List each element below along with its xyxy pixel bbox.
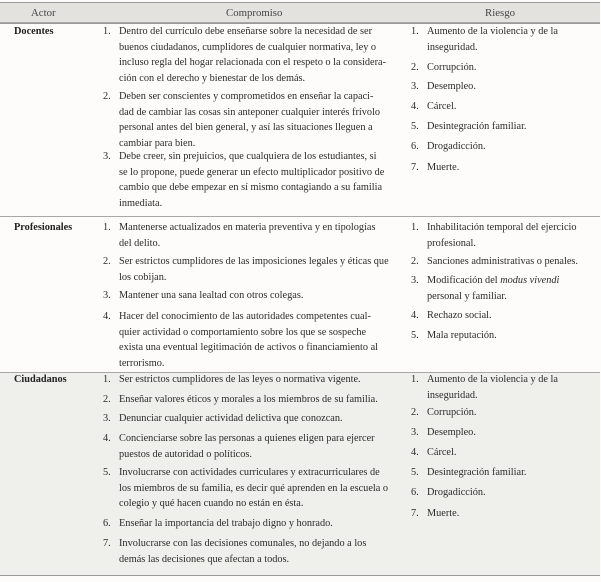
text-line: Desintegración familiar. [427, 121, 527, 132]
item-text [119, 536, 407, 567]
item-number: 7. [411, 508, 419, 519]
table-header [0, 2, 600, 24]
item-number: 4. [103, 311, 111, 322]
item-text [427, 485, 599, 501]
item-number: 3. [411, 81, 419, 92]
text-line: personal antes del bien general, y así las situaciones lleguen a [119, 122, 373, 133]
item-text [427, 79, 599, 95]
text-line: colegio y qué hacen cuando no están en ésta. [119, 498, 304, 509]
item-number: 4. [103, 433, 111, 444]
item-text [119, 431, 407, 462]
item-text [427, 254, 599, 270]
actor-name: Ciudadanos [14, 374, 67, 385]
text-line: Muerte. [427, 162, 460, 173]
text-line: buenos ciudadanos, cumplidores de cualquier normativa, ley o [119, 41, 377, 53]
text-line: Sanciones administrativas o penales. [427, 256, 578, 267]
text-line: Deben ser conscientes y comprometidos en enseñar la capaci- [119, 91, 374, 102]
item-number: 7. [103, 538, 111, 549]
actor-name: Docentes [14, 26, 54, 37]
text-line: Aumento de la violencia y de la [427, 26, 558, 37]
item-number: 1. [103, 26, 111, 37]
item-text [427, 328, 599, 344]
text-line: Inhabilitación temporal del ejercicio [427, 222, 577, 233]
text-line: incluso regla del hogar relacionada con el respeto o la considera- [119, 57, 387, 68]
text-line: Cárcel. [427, 447, 457, 458]
item-number: 2. [411, 62, 419, 73]
item-number: 5. [411, 467, 419, 478]
item-number: 1. [103, 222, 111, 233]
text-line: inmediata. [119, 197, 163, 209]
item-number: 6. [411, 141, 419, 152]
text-line: Ser estrictos cumplidores de las leyes o normativa vigente. [119, 374, 361, 385]
text-line: Enseñar la importancia del trabajo digno y honrado. [119, 518, 333, 529]
item-text [427, 273, 599, 304]
text-line: Desintegración familiar. [427, 467, 527, 478]
text-line: Involucrarse con actividades curriculares y extracurriculares de [119, 467, 380, 478]
item-text [427, 139, 599, 155]
item-number: 1. [411, 374, 419, 385]
text-line: Enseñar valores éticos y morales a los miembros de su familia. [119, 394, 378, 405]
item-number: 5. [103, 467, 111, 478]
item-number: 6. [411, 487, 419, 498]
item-text [427, 220, 599, 251]
item-number: 7. [411, 162, 419, 173]
item-text [427, 160, 599, 176]
text-line: Drogadicción. [427, 487, 486, 498]
text-line: del delito. [119, 237, 161, 249]
item-text [119, 24, 407, 86]
text-line: Concienciarse sobre las personas a quienes eligen para ejercer [119, 433, 375, 444]
item-text [427, 372, 599, 403]
text-line: los cobijan. [119, 271, 167, 283]
header-compromiso: Compromiso [226, 7, 283, 19]
item-number: 3. [103, 151, 111, 162]
item-number: 4. [411, 310, 419, 321]
item-number: 2. [103, 394, 111, 405]
item-text [119, 309, 407, 371]
text-line: Dentro del currículo debe enseñarse sobre la necesidad de ser [119, 26, 373, 37]
item-text [119, 89, 407, 151]
item-number: 1. [411, 26, 419, 37]
header-riesgo: Riesgo [485, 7, 515, 19]
text-line: terrorismo. [119, 357, 165, 369]
text-line: Drogadicción. [427, 141, 486, 152]
item-number: 2. [411, 407, 419, 418]
text-line: demás las decisiones que afectan a todos. [119, 553, 290, 565]
text-line: Involucrarse con las decisiones comunales, no dejando a los [119, 538, 367, 549]
text-line: los miembros de su familia, es decir qué aprenden en la escuela o [119, 482, 389, 494]
text-line: Denunciar cualquier actividad delictiva que conozcan. [119, 413, 343, 424]
text-line: cambio que debe empezar en sí mismo contagiando a su familia [119, 182, 383, 193]
item-number: 1. [411, 222, 419, 233]
text-line: Ser estrictos cumplidores de las imposiciones legales y éticas que [119, 256, 389, 267]
item-number: 3. [103, 290, 111, 301]
item-number: 3. [411, 427, 419, 438]
item-text [427, 24, 599, 55]
text-line: Muerte. [427, 508, 460, 519]
actor-name: Profesionales [14, 222, 73, 233]
text-line: Corrupción. [427, 62, 477, 73]
text-line: Mantenerse actualizados en materia preventiva y en tipologías [119, 222, 376, 233]
text-line: exista una eventual legitimación de activos o financiamiento al [119, 342, 379, 353]
item-text [119, 516, 407, 532]
text-line: profesional. [427, 237, 476, 249]
item-number: 3. [103, 413, 111, 424]
item-text [119, 411, 407, 427]
item-text [427, 506, 599, 522]
text-line: Desempleo. [427, 81, 476, 92]
text-line: Corrupción. [427, 407, 477, 418]
item-text [427, 465, 599, 481]
item-number: 6. [103, 518, 111, 529]
text-line: Mala reputación. [427, 330, 497, 341]
item-text [427, 99, 599, 115]
item-number: 2. [103, 91, 111, 102]
item-text [119, 254, 407, 285]
item-text [427, 425, 599, 441]
text-line: personal y familiar. [427, 290, 507, 302]
item-text [427, 60, 599, 76]
item-text [119, 288, 407, 304]
item-text [119, 465, 407, 512]
text-line: Debe creer, sin prejuicios, que cualquiera de los estudiantes, si [119, 151, 377, 162]
item-text [119, 392, 407, 408]
text-line: ción con el derecho y bienestar de los demás. [119, 72, 306, 84]
item-text [427, 445, 599, 461]
text-line: Desempleo. [427, 427, 476, 438]
item-number: 1. [103, 374, 111, 385]
item-number: 3. [411, 275, 419, 286]
text-line: Hacer del conocimiento de las autoridades competentes cual- [119, 311, 371, 322]
text-line: Aumento de la violencia y de la [427, 374, 558, 385]
item-number: 2. [103, 256, 111, 267]
text-line: Rechazo social. [427, 310, 492, 321]
text-line: dad de cambiar las cosas sin anteponer cualquier interés frívolo [119, 106, 381, 118]
item-text [427, 308, 599, 324]
item-text [427, 405, 599, 421]
text-line: quier actividad o comportamiento sobre los que se sospeche [119, 326, 367, 338]
header-actor: Actor [31, 7, 56, 19]
item-text [119, 372, 407, 388]
item-text [119, 149, 407, 211]
table-bottom-rule [0, 575, 600, 576]
text-line: Modificación del modus vivendi [427, 275, 560, 286]
item-number: 4. [411, 101, 419, 112]
item-number: 5. [411, 330, 419, 341]
text-line: inseguridad. [427, 41, 478, 53]
text-line: inseguridad. [427, 389, 478, 401]
text-line: se lo propone, puede generar un efecto multiplicador positivo de [119, 166, 385, 178]
item-number: 4. [411, 447, 419, 458]
text-line: Cárcel. [427, 101, 457, 112]
text-line: puestos de autoridad o políticos. [119, 448, 252, 460]
item-number: 5. [411, 121, 419, 132]
text-line: cambiar para bien. [119, 137, 196, 149]
item-text [119, 220, 407, 251]
text-line: Mantener una sana lealtad con otros colegas. [119, 290, 304, 301]
item-number: 2. [411, 256, 419, 267]
item-text [427, 119, 599, 135]
